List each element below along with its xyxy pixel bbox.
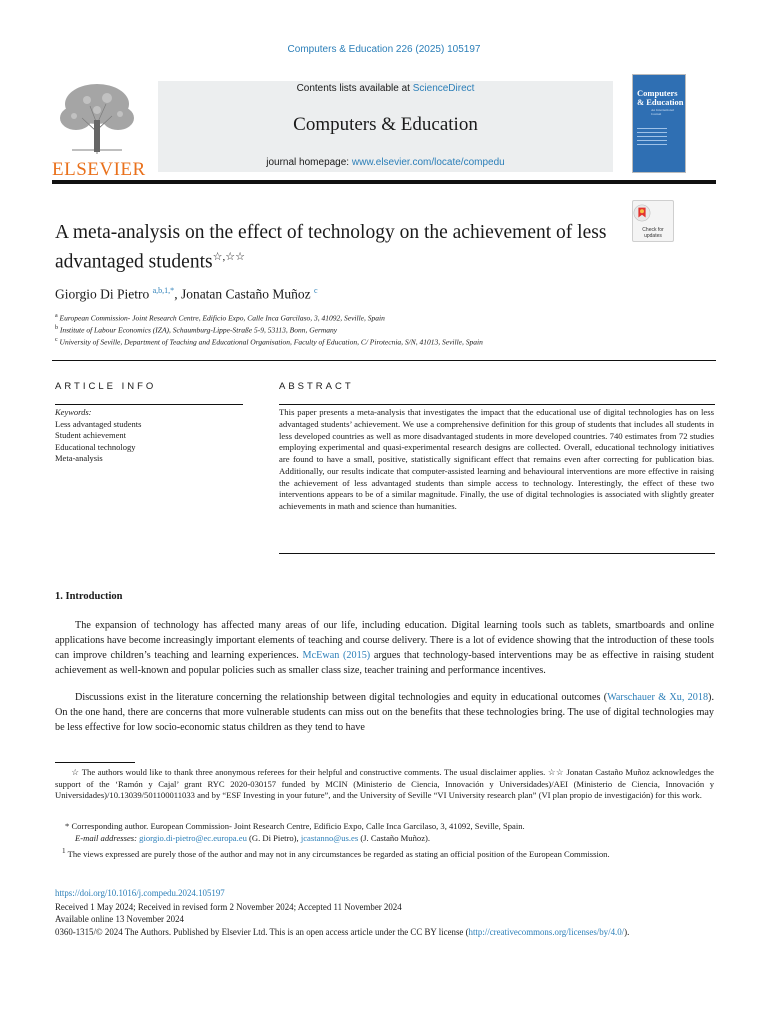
check-for-updates-button[interactable] <box>632 200 674 242</box>
footnote-corresponding: * Corresponding author. European Commission- Joint Research Centre, Edificio Expo, Calle Inca Garcilaso, 3, 41092, Seville, Spain. <box>65 821 525 831</box>
email-link-di-pietro[interactable]: giorgio.di-pietro@ec.europa.eu <box>139 833 247 843</box>
license-statement: 0360-1315/© 2024 The Authors. Published by Elsevier Ltd. This is an open access article under the CC BY license (http://creativecommons.org/licenses/by/4.0/). <box>55 927 630 937</box>
intro-paragraph-1: The expansion of technology has affected many areas of our life, including education. Digital learning tools such as tablets, smartboards and online applications have become increasingly important elements of teaching and course delivery. There is a lot of evidence showing that the introduction of these tools can improve children’s teaching and learning experiences. McEwan (2015) argues that technology-based interventions may be as effective in raising student achievement as well-known and popular policies such as smaller class size, teacher training and performance incentives. <box>55 620 715 676</box>
homepage-line: journal homepage: www.elsevier.com/locate/compedu <box>266 157 505 168</box>
journal-cover-thumbnail[interactable] <box>632 74 686 173</box>
abstract-bottom-rule <box>279 553 715 554</box>
keyword: Less advantaged students <box>55 418 142 429</box>
available-online: Available online 13 November 2024 <box>55 914 184 924</box>
cover-title: Computers & Education <box>637 88 684 107</box>
email-link-castano[interactable]: jcastanno@us.es <box>300 833 359 843</box>
cover-subtitle: An International Journal <box>651 108 675 116</box>
homepage-link[interactable]: www.elsevier.com/locate/compedu <box>351 157 505 168</box>
abstract-text: This paper presents a meta-analysis that investigates the impact that the educational use of digital technologies has on less advantaged students’ achievement. We use a comprehensive definition for this group of students that includes all students in less developed countries as well as more disadvantaged students in more developed countries. 740 estimates from 72 studies employing experimental and quasi-experimental research designs are collected. Overall, educational technology initiatives are found to have a small, positive, statistically significant effect that remains even after correcting for publication bias. Additionally, our results indicate that computer-assisted learning and behavioural interventions are more effective in raising the achievement of less advantaged students than simple access to technology. Interestingly, the effect of these two interventions appears to be of a similar magnitude. Finally, the use of digital technologies is associated with slightly greater achievements in math and science than humanities. <box>279 407 714 511</box>
author-name[interactable]: Giorgio Di Pietro <box>55 286 150 302</box>
section-heading-introduction: 1. Introduction <box>55 591 123 602</box>
title-footnote-marks[interactable]: ☆,☆☆ <box>212 251 245 263</box>
citation-link-mcewan[interactable]: McEwan (2015) <box>302 650 371 661</box>
citation-link-warschauer[interactable]: Warschauer & Xu, 2018 <box>607 692 709 703</box>
author-affiliation-marks[interactable]: a,b,1,* <box>152 286 175 295</box>
footnote-mark: ☆☆ <box>547 767 564 777</box>
author-name[interactable]: Jonatan Castaño Muñoz <box>180 286 311 302</box>
footnote-mark: ☆ <box>71 767 80 777</box>
abstract-heading: ABSTRACT <box>279 381 354 392</box>
footnote-mark: 1 <box>62 847 66 855</box>
contents-line: Contents lists available at ScienceDirect <box>296 83 475 94</box>
elsevier-wordmark: ELSEVIER <box>52 159 146 180</box>
keyword: Meta-analysis <box>55 453 103 463</box>
footnote-star: ☆ The authors would like to thank three anonymous referees for their helpful and constructive comments. The usual disclaimer applies. ☆☆ Jonatan Castaño Muñoz acknowledges the support of the ‘Ramón y Cajal’ grant RYC 2020-030157 funded by MCIN (Ministerio de Ciencia, Innovación y Universidades)/AEI (Ministerio de Ciencia, Innovación y Universidades)/10.13039/501100011033 and by “ESF Investing in your future”, and the University of Seville “VI University research plan” (VI plan propio de investigación) for this work. <box>55 767 714 801</box>
keywords-label: Keywords: <box>55 407 92 417</box>
elsevier-tree-icon <box>52 80 142 156</box>
elsevier-logo <box>52 80 146 180</box>
intro-paragraph-2: Discussions exist in the literature concerning the relationship between digital technologies and equity in educational outcomes (Warschauer & Xu, 2018). On the one hand, there are concerns that more vulnerable students can miss out on the benefits that these technologies bring. The use of digital technologies may be less effective for low socio-economic status children as they tend to have <box>55 692 714 733</box>
affiliation-a: $^a$ European Commission- Joint Research Centre, Edificio Expo, Calle Inca Garcilaso, 3, 41092, Seville, Spain <box>55 313 385 323</box>
abstract-rule <box>279 404 715 405</box>
sciencedirect-link[interactable]: ScienceDirect <box>412 83 475 94</box>
license-link[interactable]: http://creativecommons.org/licenses/by/4.0/ <box>468 927 625 937</box>
journal-title: Computers & Education <box>293 114 478 135</box>
footnote-emails: E-mail addresses: giorgio.di-pietro@ec.europa.eu (G. Di Pietro), jcastanno@us.es (J. Castaño Muñoz). <box>75 833 431 843</box>
journal-citation[interactable]: Computers & Education 226 (2025) 105197 <box>287 44 481 55</box>
footnote-1: $^1$ The views expressed are purely those of the author and may not in any circumstances be regarded as stating an official position of the European Commission. <box>62 847 610 859</box>
doi-link[interactable]: https://doi.org/10.1016/j.compedu.2024.105197 <box>55 888 225 898</box>
section-rule <box>52 360 716 361</box>
article-title: A meta-analysis on the effect of technology on the achievement of less advantaged students☆,☆☆ <box>55 222 607 273</box>
author-list: Giorgio Di Pietro $^{a,b,1,*}$, Jonatan Castaño Muñoz $^c$ <box>55 286 318 302</box>
keyword: Student achievement <box>55 430 127 440</box>
check-updates-label: Check for updates <box>642 227 664 239</box>
author-affiliation-marks[interactable]: c <box>314 286 318 295</box>
article-info-rule <box>55 404 243 405</box>
journal-header <box>158 81 613 172</box>
article-info-heading: ARTICLE INFO <box>55 381 157 392</box>
footnote-mark: * <box>65 821 70 831</box>
check-updates-icon <box>633 204 651 222</box>
footnote-rule <box>55 762 135 763</box>
received-dates: Received 1 May 2024; Received in revised form 2 November 2024; Accepted 11 November 2024 <box>55 902 402 912</box>
affiliation-b: $^b$ Institute of Labour Economics (IZA), Schaumburg-Lippe-Straße 5-9, 53113, Bonn, Germany <box>55 325 338 335</box>
affiliation-c: $^c$ University of Seville, Department of Teaching and Educational Organisation, Faculty of Education, C/ Pirotecnia, S/N, 41013, Seville, Spain <box>55 337 483 347</box>
keyword: Educational technology <box>55 441 136 452</box>
cover-decoration <box>637 125 667 148</box>
keywords-block <box>55 407 245 465</box>
header-rule <box>52 180 716 184</box>
